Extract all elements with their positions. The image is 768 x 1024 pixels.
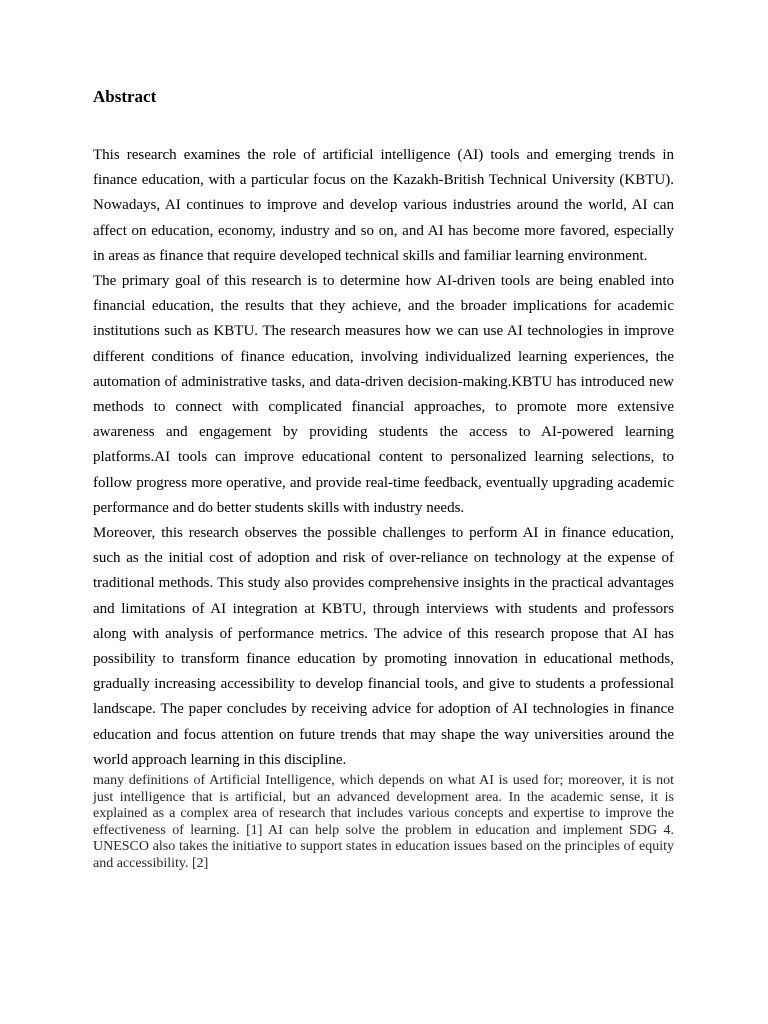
abstract-paragraph-2: The primary goal of this research is to determine how AI-driven tools are being enabled into financial education, the results that they achieve, and the broader implications for academic institutions such as KBTU. The research measures how we can use AI technologies in improve different conditions of finance education, involving individualized learning experiences, the automation of administrative tasks, and data-driven decision-making.KBTU has introduced new methods to connect with complicated financial approaches, to promote more extensive awareness and engagement by providing students the access to AI-powered learning platforms.AI tools can improve educational content to personalized learning selections, to follow progress more operative, and provide real-time feedback, eventually upgrading academic performance and do better students skills with industry needs. (93, 273, 674, 516)
section-heading: Abstract (93, 87, 157, 106)
continuation-paragraph: many definitions of Artificial Intelligence, which depends on what AI is used for; moreover, it is not just intelligence that is artificial, but an advanced development area. In the academic sense, it is explained as a complex area of research that includes various concepts and expertise to improve the effectiveness of learning. [1] AI can help solve the problem in education and implement SDG 4. UNESCO also takes the initiative to support states in education issues based on the principles of equity and accessibility. [2] (93, 773, 674, 871)
abstract-body (93, 143, 674, 872)
abstract-paragraph-1: This research examines the role of artificial intelligence (AI) tools and emerging trends in finance education, with a particular focus on the Kazakh-British Technical University (KBTU). Nowadays, AI continues to improve and develop various industries around the world, AI can affect on education, economy, industry and so on, and AI has become more favored, especially in areas as finance that require developed technical skills and familiar learning environment. (93, 147, 674, 264)
abstract-paragraph-3: Moreover, this research observes the possible challenges to perform AI in finance education, such as the initial cost of adoption and risk of over-reliance on technology at the expense of traditional methods. This study also provides comprehensive insights in the practical advantages and limitations of AI integration at KBTU, through interviews with students and professors along with analysis of performance metrics. The advice of this research propose that AI has possibility to transform finance education by promoting innovation in educational methods, gradually increasing accessibility to develop financial tools, and give to students a professional landscape. The paper concludes by receiving advice for adoption of AI technologies in finance education and focus attention on future trends that may shape the way universities around the world approach learning in this discipline. (93, 525, 674, 768)
